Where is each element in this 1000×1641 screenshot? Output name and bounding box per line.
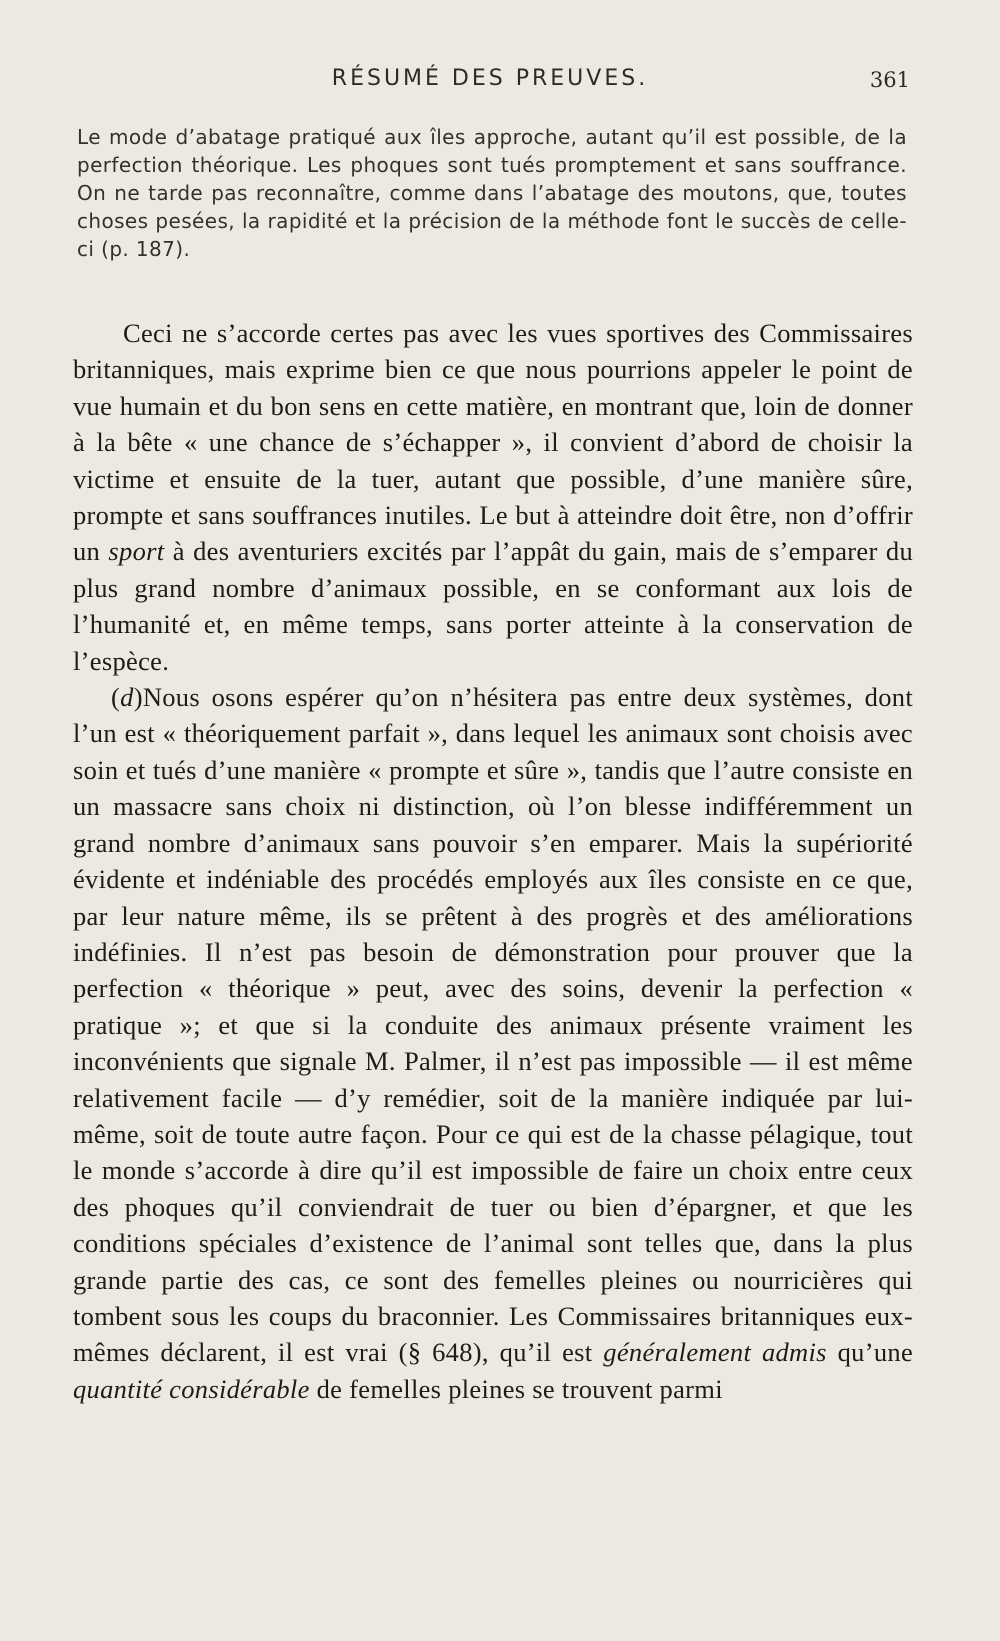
page-header xyxy=(70,66,910,106)
paragraph-marker: (d) xyxy=(111,682,143,713)
paragraph-1 xyxy=(73,315,913,679)
paragraph-2-part-2: qu’une xyxy=(826,1337,914,1368)
running-head: RÉSUMÉ DES PREUVES. xyxy=(331,66,649,91)
paragraph-1-part-2: à des aventuriers excités par l’appât du gain, mais de s’emparer du plus grand nombre d’animaux possible, en se conformant aux lois de l’humanité et, en même temps, sans porter atteinte à la conservation de l’espèce. xyxy=(73,536,913,676)
paragraph-1-italic-sport: sport xyxy=(108,536,165,567)
paragraph-2-part-3: de femelles pleines se trouvent parmi xyxy=(309,1373,723,1404)
paragraph-2-italic-1: généralement admis xyxy=(603,1337,827,1368)
page-number: 361 xyxy=(869,68,910,92)
paragraph-2-part-1: Nous osons espérer qu’on n’hésitera pas entre deux systèmes, dont l’un est « théoriquement parfait », dans lequel les animaux sont choisis avec soin et tués d’une manière « prompte et sûre », tandis que l’autre consiste en un massacre sans choix ni distinction, où l’on blesse indifféremment un grand nombre d’animaux sans pouvoir s’en emparer. Mais la supériorité évidente et indéniable des procédés employés aux îles consiste en ce que, par leur nature même, ils se prêtent à des progrès et des améliorations indéfinies. Il n’est pas besoin de démonstration pour prouver que la perfection « théorique » peut, avec des soins, devenir la perfection « pratique »; et que si la conduite des animaux présente vraiment les inconvénients que signale M. Palmer, il n’est pas impossible — il est même relativement facile — d’y remédier, soit de la manière indiquée par lui-même, soit de toute autre façon. Pour ce qui est de la chasse pélagique, tout le monde s’accorde à dire qu’il est impossible de faire un choix entre ceux des phoques qu’il conviendrait de tuer ou bien d’épargner, et que les conditions spéciales d’existence de l’animal sont telles que, dans la plus grande partie des cas, ce sont des femelles pleines ou nourricières qui tombent sous les coups du braconnier. Les Commissaires britanniques eux-mêmes déclarent, il est vrai (§ 648), qu’il est xyxy=(73,682,913,1368)
quoted-passage xyxy=(77,123,907,263)
paragraph-1-part-1: Ceci ne s’accorde certes pas avec les vues sportives des Commissaires britanniques, mais exprime bien ce que nous pourrions appeler le point de vue humain et du bon sens en cette matière, en montrant que, loin de donner à la bête « une chance de s’échapper », il convient d’abord de choisir la victime et ensuite de la tuer, autant que possible, d’une manière sûre, prompte et sans souffrances inutiles. Le but à atteindre doit être, non d’offrir un xyxy=(73,318,913,567)
paragraph-2-italic-2: quantité considérable xyxy=(73,1373,310,1404)
quoted-passage-text: Le mode d’abatage pratiqué aux îles approche, autant qu’il est possible, de la perfection théorique. Les phoques sont tués promptement et sans souffrance. On ne tarde pas reconnaître, comme dans l’abatage des moutons, que, toutes choses pesées, la rapidité et la précision de la méthode font le succès de celle-ci (p. 187). xyxy=(77,125,907,261)
paragraph-2 xyxy=(73,679,913,1407)
body-text xyxy=(73,315,913,1407)
